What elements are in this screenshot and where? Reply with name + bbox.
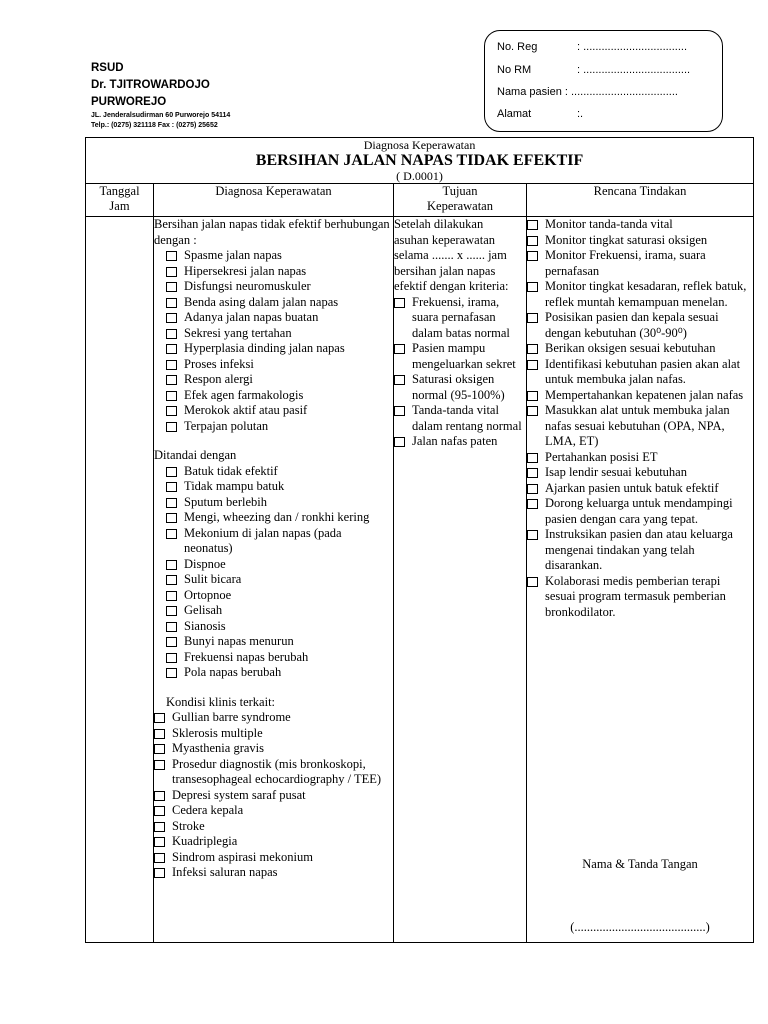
sign-item (166, 650, 393, 666)
sign-text: Tidak mampu batuk (184, 479, 285, 493)
cause-text: Benda asing dalam jalan napas (184, 294, 339, 309)
intervention-text: Posisikan pasien dan kepala sesuai dengan kebutuhan (30⁰-90⁰) (545, 310, 719, 340)
checkbox[interactable] (527, 360, 538, 370)
sign-item (166, 495, 393, 511)
sign-item (166, 557, 393, 573)
condition-item (154, 757, 393, 788)
no-reg-label: No. Reg (497, 41, 538, 53)
tujuan-intro: Setelah dilakukan asuhan keperawatan selama ....... x ...... jam bersihan jalan napas efektif dengan kriteria: (394, 217, 509, 293)
patient-identity-box (484, 30, 723, 132)
checkbox[interactable] (166, 606, 177, 616)
tujuan-cell (394, 217, 527, 943)
sign-text: Sputum berlebih (184, 494, 267, 509)
cause-item (166, 326, 393, 342)
no-reg-field[interactable]: : .................................. (577, 41, 688, 53)
intervention-item (527, 450, 753, 466)
checkbox[interactable] (166, 267, 177, 277)
checkbox[interactable] (527, 468, 538, 478)
criterion-text: Pasien mampu mengeluarkan sekret (412, 341, 516, 371)
rencana-list (527, 217, 753, 620)
intervention-text: Monitor tingkat saturasi oksigen (545, 232, 708, 247)
checkbox[interactable] (166, 529, 177, 539)
intervention-item (527, 233, 753, 249)
intervention-text: Identifikasi kebutuhan pasien akan alat untuk membuka jalan nafas. (545, 356, 741, 386)
nama-pasien-field[interactable]: ................................... (571, 86, 678, 98)
checkbox[interactable] (154, 853, 165, 863)
checkbox[interactable] (166, 560, 177, 570)
checkbox[interactable] (166, 498, 177, 508)
cause-text: Sekresi yang tertahan (184, 325, 292, 340)
nama-pasien-row (497, 86, 678, 98)
cause-text: Hipersekresi jalan napas (184, 263, 307, 278)
cause-text: Merokok aktif atau pasif (184, 403, 308, 417)
checkbox[interactable] (394, 437, 405, 447)
criteria-list (394, 295, 526, 450)
no-reg-row (497, 41, 688, 53)
hospital-header (91, 60, 230, 131)
checkbox[interactable] (166, 406, 177, 416)
cause-item (166, 357, 393, 373)
checkbox[interactable] (527, 499, 538, 509)
checkbox[interactable] (154, 837, 165, 847)
sign-item (166, 572, 393, 588)
checkbox[interactable] (527, 391, 538, 401)
signature-label: Nama & Tanda Tangan (582, 857, 698, 871)
cause-item (166, 279, 393, 295)
sign-text: Gelisah (184, 603, 223, 617)
checkbox[interactable] (166, 668, 177, 678)
checkbox[interactable] (166, 653, 177, 663)
hospital-name-line1: RSUD (91, 62, 124, 74)
checkbox[interactable] (166, 637, 177, 647)
checkbox[interactable] (527, 236, 538, 246)
checkbox[interactable] (527, 344, 538, 354)
cause-item (166, 264, 393, 280)
signs-list (154, 464, 393, 681)
intervention-text: Berikan oksigen sesuai kebutuhan (545, 341, 716, 355)
signature-line[interactable]: (..........................................) (570, 920, 710, 934)
intervention-item (527, 388, 753, 404)
no-rm-label: No RM (497, 64, 532, 76)
intervention-item (527, 279, 753, 310)
intervention-text: Instruksikan pasien dan atau keluarga mengenai tindakan yang telah disarankan. (545, 527, 733, 572)
checkbox[interactable] (527, 313, 538, 323)
checkbox[interactable] (166, 482, 177, 492)
checkbox[interactable] (394, 344, 405, 354)
condition-item (154, 819, 393, 835)
form-category: Diagnosa Keperawatan (363, 138, 476, 152)
checkbox[interactable] (166, 422, 177, 432)
checkbox[interactable] (166, 391, 177, 401)
condition-item (154, 850, 393, 866)
intervention-item (527, 248, 753, 279)
cause-item (166, 341, 393, 357)
sign-text: Sulit bicara (184, 572, 242, 586)
intervention-item (527, 496, 753, 527)
intervention-text: Ajarkan pasien untuk batuk efektif (545, 480, 719, 495)
checkbox[interactable] (154, 713, 165, 723)
checkbox[interactable] (166, 251, 177, 261)
conditions-list (154, 710, 393, 881)
alamat-field[interactable]: :. (577, 108, 584, 120)
cause-text: Respon alergi (184, 372, 253, 386)
criterion-text: Frekuensi, irama, suara pernafasan dalam batas normal (412, 294, 510, 340)
checkbox[interactable] (154, 868, 165, 878)
cause-text: Hyperplasia dinding jalan napas (184, 341, 345, 355)
checkbox[interactable] (527, 530, 538, 540)
care-plan-table (85, 137, 754, 943)
checkbox[interactable] (154, 729, 165, 739)
sign-item (166, 603, 393, 619)
nama-pasien-label: Nama pasien : (497, 86, 568, 98)
checkbox[interactable] (166, 360, 177, 370)
criterion-text: Tanda-tanda vital dalam rentang normal (412, 403, 522, 433)
sign-text: Mengi, wheezing dan / ronkhi kering (184, 510, 370, 524)
intervention-text: Mempertahankan kepatenen jalan nafas (545, 387, 744, 402)
checkbox[interactable] (166, 344, 177, 354)
intervention-text: Pertahankan posisi ET (545, 449, 658, 464)
sign-text: Frekuensi napas berubah (184, 649, 309, 664)
cause-text: Proses infeksi (184, 356, 254, 371)
condition-item (154, 788, 393, 804)
diagnosa-cell (154, 217, 394, 943)
criterion-item (394, 372, 522, 403)
cause-text: Efek agen farmakologis (184, 387, 304, 402)
col-header-tujuan: Tujuan Keperawatan (394, 184, 527, 217)
checkbox[interactable] (527, 484, 538, 494)
cause-item (166, 295, 393, 311)
alamat-row (497, 108, 584, 120)
intervention-item (527, 574, 753, 621)
criterion-item (394, 403, 522, 434)
rencana-cell (527, 217, 754, 943)
form-title: BERSIHAN JALAN NAPAS TIDAK EFEKTIF (255, 152, 584, 169)
condition-item (154, 710, 393, 726)
checkbox[interactable] (166, 329, 177, 339)
intervention-text: Isap lendir sesuai kebutuhan (545, 465, 687, 479)
cause-item (166, 403, 393, 419)
checkbox[interactable] (166, 298, 177, 308)
sign-item (166, 634, 393, 650)
sign-text: Ortopnoe (184, 587, 232, 602)
tanggal-jam-cell[interactable] (86, 217, 154, 943)
checkbox[interactable] (394, 298, 405, 308)
condition-text: Kuadriplegia (172, 834, 238, 848)
cause-text: Adanya jalan napas buatan (184, 310, 319, 324)
cause-item (166, 419, 393, 435)
condition-text: Sindrom aspirasi mekonium (172, 849, 313, 864)
condition-item (154, 741, 393, 757)
cause-item (166, 310, 393, 326)
checkbox[interactable] (166, 513, 177, 523)
cause-item (166, 248, 393, 264)
condition-text: Sklerosis multiple (172, 725, 263, 740)
checkbox[interactable] (166, 467, 177, 477)
checkbox[interactable] (166, 575, 177, 585)
intervention-item (527, 310, 753, 341)
condition-item (154, 865, 393, 881)
col-header-rencana: Rencana Tindakan (527, 184, 754, 217)
condition-text: Myasthenia gravis (172, 741, 264, 755)
hospital-name-line3: PURWOREJO (91, 96, 167, 108)
checkbox[interactable] (527, 453, 538, 463)
intervention-item (527, 403, 753, 450)
no-rm-row (497, 64, 691, 76)
sign-text: Mekonium di jalan napas (pada neonatus) (184, 525, 342, 555)
cause-text: Disfungsi neuromuskuler (184, 279, 311, 293)
sign-text: Sianosis (184, 618, 226, 633)
intervention-item (527, 217, 753, 233)
criterion-text: Jalan nafas paten (412, 434, 498, 448)
checkbox[interactable] (166, 591, 177, 601)
checkbox[interactable] (166, 375, 177, 385)
checkbox[interactable] (394, 375, 405, 385)
sign-item (166, 464, 393, 480)
checkbox[interactable] (166, 622, 177, 632)
causes-list (154, 248, 393, 434)
no-rm-field[interactable]: : ................................... (577, 64, 691, 76)
criterion-text: Saturasi oksigen normal (95-100%) (412, 372, 505, 402)
checkbox[interactable] (527, 282, 538, 292)
checkbox[interactable] (527, 220, 538, 230)
checkbox[interactable] (394, 406, 405, 416)
col-header-tanggal: Tanggal Jam (86, 184, 154, 217)
condition-item (154, 726, 393, 742)
condition-item (154, 803, 393, 819)
checkbox[interactable] (527, 577, 538, 587)
cause-text: Spasme jalan napas (184, 248, 282, 262)
intervention-text: Masukkan alat untuk membuka jalan nafas sesuai kebutuhan (OPA, NPA, LMA, ET) (545, 403, 730, 448)
intervention-text: Monitor Frekuensi, irama, suara pernafasan (545, 248, 706, 278)
criterion-item (394, 341, 522, 372)
hospital-phone: Telp.: (0275) 321118 Fax : (0275) 25652 (91, 122, 218, 129)
intervention-item (527, 481, 753, 497)
criterion-item (394, 295, 522, 342)
intervention-item (527, 357, 753, 388)
condition-text: Gullian barre syndrome (172, 710, 291, 724)
condition-text: Stroke (172, 818, 205, 833)
alamat-label: Alamat (497, 108, 532, 120)
condition-text: Infeksi saluran napas (172, 865, 278, 879)
hospital-address: JL. Jenderalsudirman 60 Purworejo 54114 (91, 112, 231, 119)
checkbox[interactable] (154, 760, 165, 770)
checkbox[interactable] (527, 251, 538, 261)
sign-item (166, 510, 393, 526)
sign-item (166, 526, 393, 557)
cause-item (166, 388, 393, 404)
sign-text: Dispnoe (184, 556, 226, 571)
intervention-item (527, 465, 753, 481)
sign-text: Bunyi napas menurun (184, 634, 294, 648)
condition-item (154, 834, 393, 850)
condition-text: Depresi system saraf pusat (172, 787, 306, 802)
hospital-name-line2: Dr. TJITROWARDOJO (91, 79, 210, 91)
form-code: ( D.0001) (396, 169, 443, 183)
intervention-item (527, 527, 753, 574)
condition-text: Cedera kepala (172, 803, 244, 817)
intervention-text: Monitor tingkat kesadaran, reflek batuk, reflek muntah kemampuan menelan. (545, 279, 747, 309)
checkbox[interactable] (154, 744, 165, 754)
intervention-text: Dorong keluarga untuk mendampingi pasien dengan cara yang tepat. (545, 496, 733, 526)
sign-item (166, 619, 393, 635)
checkbox[interactable] (166, 282, 177, 292)
checkbox[interactable] (527, 406, 538, 416)
signs-title: Ditandai dengan (154, 448, 237, 462)
sign-text: Pola napas berubah (184, 665, 282, 679)
conditions-title: Kondisi klinis terkait: (166, 694, 276, 709)
sign-item (166, 665, 393, 681)
sign-text: Batuk tidak efektif (184, 463, 278, 478)
col-header-diagnosa: Diagnosa Keperawatan (154, 184, 394, 217)
sign-item (166, 479, 393, 495)
checkbox[interactable] (166, 313, 177, 323)
intervention-text: Monitor tanda-tanda vital (545, 217, 673, 231)
checkbox[interactable] (154, 791, 165, 801)
cause-text: Terpajan polutan (184, 418, 269, 433)
criterion-item (394, 434, 522, 450)
checkbox[interactable] (154, 806, 165, 816)
intervention-text: Kolaborasi medis pemberian terapi sesuai program termasuk pemberian bronkodilator. (545, 573, 726, 619)
diagnosa-intro: Bersihan jalan napas tidak efektif berhubungan dengan : (154, 217, 390, 247)
sign-item (166, 588, 393, 604)
cause-item (166, 372, 393, 388)
condition-text: Prosedur diagnostik (mis bronkoskopi, transesophageal echocardiography / TEE) (172, 756, 382, 786)
intervention-item (527, 341, 753, 357)
form-header (86, 138, 754, 184)
checkbox[interactable] (154, 822, 165, 832)
